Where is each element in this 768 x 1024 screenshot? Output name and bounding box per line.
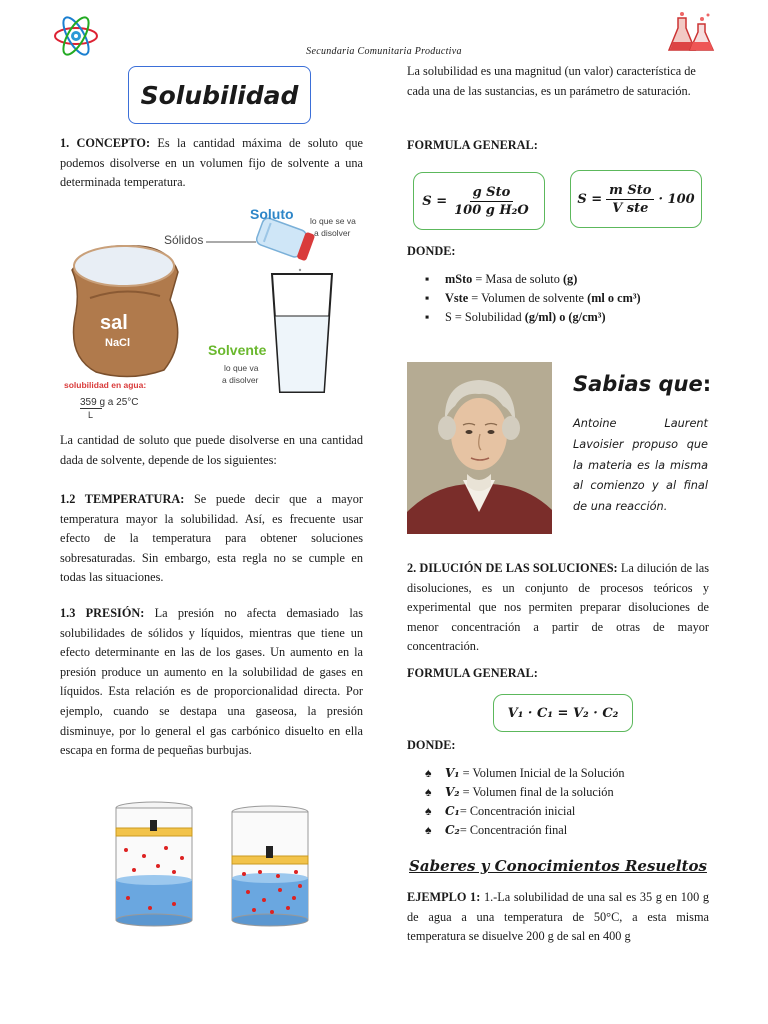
solvente-label: Solvente (208, 342, 267, 358)
gas-pressure-illustration (104, 800, 324, 930)
presion-paragraph (60, 604, 363, 761)
dilution-definitions-list (423, 764, 713, 840)
soluto-note-1: lo que se va (310, 216, 356, 226)
dilucion-paragraph (407, 559, 709, 657)
list-item: ♠ V₁ = Volumen Inicial de la Solución (423, 764, 713, 783)
formula-2-num: m Sto (606, 183, 654, 200)
donde-label: DONDE: (407, 244, 456, 258)
dilucion-label: 2. DILUCIÓN DE LAS SOLUCIONES: (407, 561, 618, 575)
ejemplo-paragraph (407, 888, 709, 947)
concepto-text: Es la cantidad máxima de soluto que podemos disolverse en un volumen fijo de solvente a una determinada temperatura. (60, 136, 363, 190)
list-item: ▪ mSto = Masa de soluto (g) (423, 270, 713, 289)
sabias-text: Antoine Laurent Lavoisier propuso que la materia es la misma al comienzo y al final de una reacción. (573, 417, 708, 514)
list-item: ▪ Vste = Volumen de solvente (ml o cm³) (423, 289, 713, 308)
right-intro-paragraph: La solubilidad es una magnitud (un valor) característica de cada una de las sustancias, es un parámetro de saturación. (407, 64, 696, 98)
list-item: ▪ S = Solubilidad (g/ml) o (g/cm³) (423, 308, 713, 327)
temperatura-text: Se puede decir que a mayor temperatura mayor la solubilidad. Así, es frecuente usar efecto de la temperatura para obtener soluciones sobresaturadas. Sin embargo, esta regla no se cumple en todas las situaciones. (60, 492, 364, 585)
soluto-note-2: a disolver (314, 228, 351, 238)
formula-1-num: g Sto (470, 185, 514, 202)
formula-label-2: FORMULA GENERAL: (407, 666, 538, 680)
presion-label: 1.3 PRESIÓN: (60, 606, 145, 620)
formula-2-lhs: S = (577, 191, 603, 207)
saberes-heading: Saberes y Conocimientos Resueltos (409, 857, 707, 875)
formula-1-den: 100 g H₂O (454, 202, 529, 218)
formula-2-fraction (606, 183, 654, 216)
lavoisier-portrait (407, 362, 552, 534)
solubility-illustration (60, 200, 363, 425)
square-bullet-icon: ▪ (425, 291, 430, 305)
list-item: ♠ V₂ = Volumen final de la solución (423, 783, 713, 802)
square-bullet-icon: ▪ (425, 310, 430, 324)
solidos-label: Sólidos (164, 233, 204, 247)
dilution-formula: V₁ · C₁ = V₂ · C₂ (507, 705, 619, 721)
intro-paragraph: La cantidad de soluto que puede disolverse en una cantidad dada de solvente, depende de los siguientes: (60, 433, 363, 467)
donde-label-2: DONDE: (407, 738, 456, 752)
spade-bullet-icon: ♠ (425, 804, 432, 818)
definitions-list (423, 270, 713, 327)
formula-1-lhs: S = (422, 193, 448, 209)
formula-1-fraction (451, 185, 532, 218)
formula-2-den: V ste (612, 200, 649, 216)
concepto-paragraph (60, 134, 363, 193)
solubility-water-unit: L (88, 410, 94, 420)
concepto-label: 1. CONCEPTO: (60, 136, 151, 150)
formula-box-3 (493, 694, 633, 732)
dilucion-text: La dilución de las disoluciones, es un conjunto de procesos teóricos y experimental que nos permiten preparar disoluciones de menor concentración a partir de otras de mayor concentración. (407, 561, 709, 654)
title-box (128, 66, 311, 124)
square-bullet-icon: ▪ (425, 272, 430, 286)
sack-formula: NaCl (105, 337, 131, 349)
solubility-water-label: solubilidad en agua: (64, 380, 147, 390)
temperatura-label: 1.2 TEMPERATURA: (60, 492, 185, 506)
sabias-title: Sabias que (573, 372, 703, 396)
spade-bullet-icon: ♠ (425, 785, 432, 799)
sabias-heading (573, 372, 711, 396)
solubility-water-value: 359 g a 25°C (80, 397, 139, 408)
spade-bullet-icon: ♠ (425, 823, 432, 837)
formula-label: FORMULA GENERAL: (407, 138, 538, 152)
formula-box-1 (413, 172, 545, 230)
ejemplo-label: EJEMPLO 1: (407, 890, 481, 904)
page-header: Secundaria Comunitaria Productiva (306, 46, 462, 57)
formula-2-tail: · 100 (658, 191, 695, 207)
page-title: Solubilidad (140, 80, 299, 110)
temperatura-paragraph (60, 490, 363, 588)
solvente-note-2: a disolver (222, 375, 259, 385)
spade-bullet-icon: ♠ (425, 766, 432, 780)
formula-box-2 (570, 170, 702, 228)
solvente-note-1: lo que va (224, 363, 259, 373)
sabias-colon: : (702, 372, 712, 396)
ejemplo-text: 1.-La solubilidad de una sal es 35 g en 100 g de agua a una temperatura de 50°C, a esta misma temperatura se disuelve 200 g de sal en 400 g (407, 890, 709, 944)
presion-text: La presión no afecta demasiado las solubilidades de sólidos y líquidos, mientras que tiene un efecto determinante en las de los gases. Un aumento en la presión produce un aumento en la solubilidad de gases en líquidos. Esta relación es de proporcionalidad directa. Por ejemplo, cuando se destapa una gaseosa, la presión disminuye, por lo general el gas carbónico disuelto en ella escapa en forma de pequeñas burbujas. (60, 606, 363, 758)
list-item: ♠ C₂= Concentración final (423, 821, 713, 840)
soluto-label: Soluto (250, 206, 294, 222)
list-item: ♠ C₁= Concentración inicial (423, 802, 713, 821)
sack-label: sal (100, 312, 128, 334)
